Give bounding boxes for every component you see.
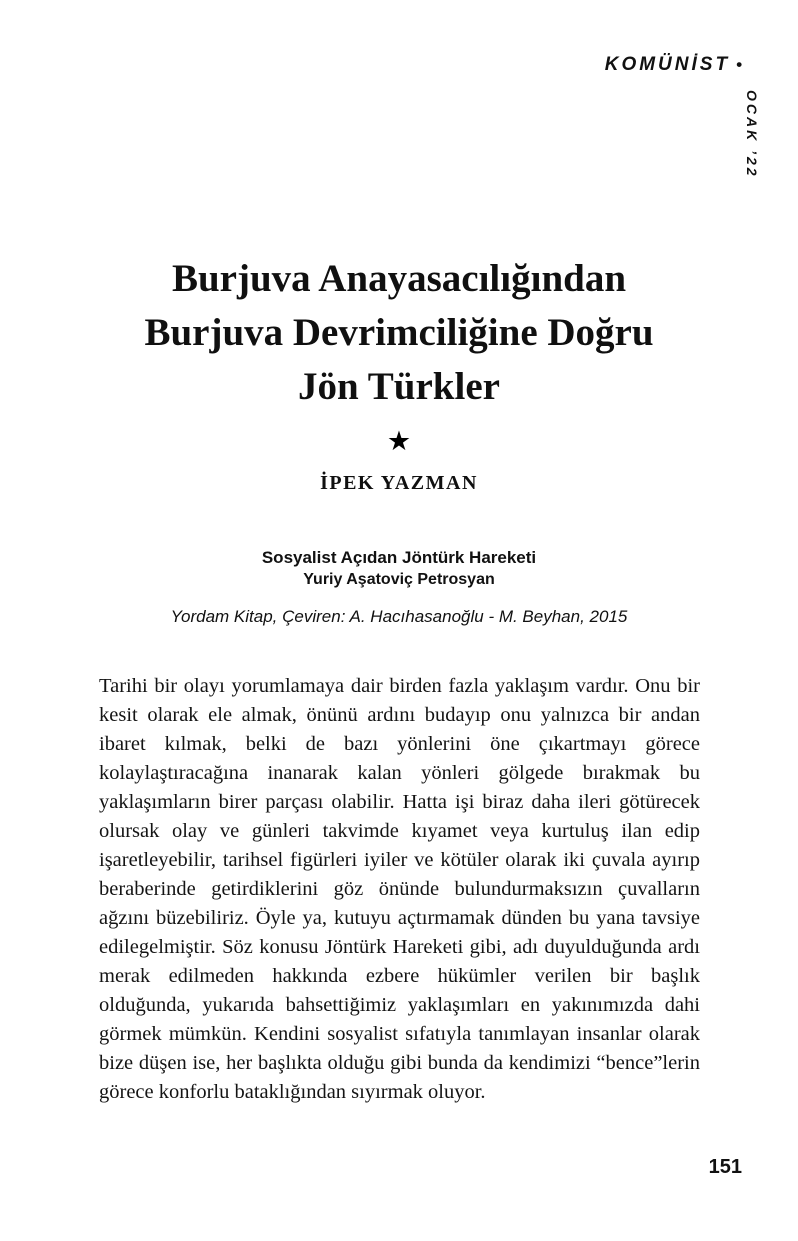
book-publication-details: Yordam Kitap, Çeviren: A. Hacıhasanoğlu - M. Beyhan, 2015 (170, 607, 628, 626)
book-author: Yuriy Aşatoviç Petrosyan (303, 571, 495, 588)
article-author: İPEK YAZMAN (320, 472, 478, 494)
book-title: Sosyalist Açıdan Jöntürk Hareketi (261, 548, 537, 567)
article-title (0, 252, 798, 414)
article-title-line-3: Jön Türkler (298, 365, 500, 408)
reviewed-book-info (0, 546, 798, 627)
issue-date: OCAK ’22 (744, 90, 760, 179)
magazine-masthead (605, 54, 742, 76)
star-ornament-icon: ★ (386, 426, 412, 456)
masthead-bullet-icon: • (736, 55, 742, 74)
magazine-title: KOMÜNİST (604, 54, 731, 75)
article-title-line-1: Burjuva Anayasacılığından (171, 257, 627, 300)
page-number: 151 (708, 1156, 742, 1178)
article-title-line-2: Burjuva Devrimciliğine Doğru (144, 311, 654, 354)
article-body-paragraph: Tarihi bir olayı yorumlamaya dair birden fazla yaklaşım vardır. Onu bir kesit olarak ele almak, önünü ardını budayıp onu yalnızca bir andan ibaret kılmak, belki de bazı yönlerini öne çıkartmayı görece kolaylaştıracağına inanarak kalan yönleri gölgede bırakmak bu yaklaşımların birer parçası olabilir. Hatta işi biraz daha ileri götürecek olursak olay ve günleri takvimde kıyamet veya kurtuluş ilan edip işaretleyebilir, tarihsel figürleri iyiler ve kötüler olarak iki çuvala ayırıp beraberinde getirdiklerini göz önünde bulundurmaksızın çuvalların ağzını büzebiliriz. Öyle ya, kutuyu açtırmamak dünden bu yana tavsiye edilegelmiştir. Söz konusu Jöntürk Hareketi gibi, adı duyulduğunda ardı merak edilmeden hakkında ezbere hükümler verilen bir başlık olduğunda, yukarıda bahsettiğimiz yaklaşımları en yakınımızda dahi görmek mümkün. Kendini sosyalist sıfatıyla tanımlayan insanlar olarak bize düşen ise, her başlıkta olduğu gibi bunda da kendimizi “bence”lerin görece konforlu bataklığından sıyırmak oluyor. (99, 675, 700, 1103)
